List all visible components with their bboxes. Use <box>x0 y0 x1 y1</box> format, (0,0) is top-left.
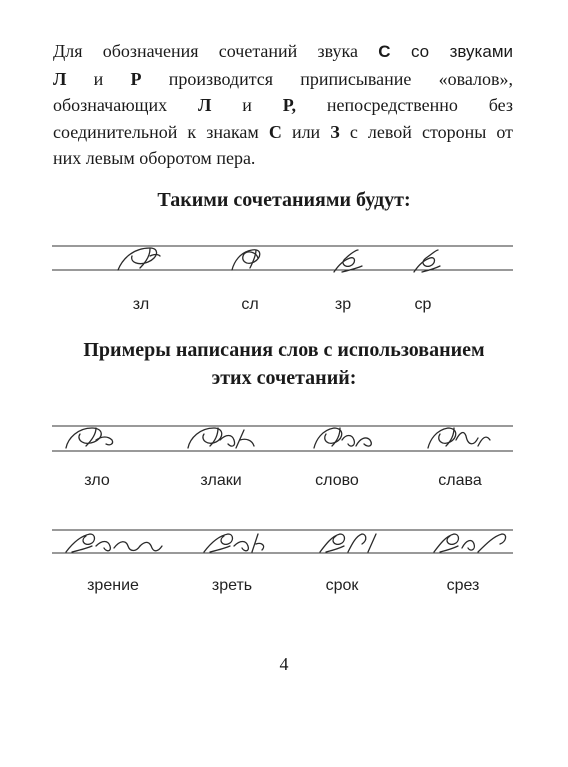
text-fragment: Для обозначения сочетаний звука <box>53 41 379 61</box>
shorthand-sign-zl <box>118 248 160 270</box>
paragraph-line-4 <box>53 119 513 146</box>
word-label-srok: срок <box>325 577 359 594</box>
shorthand-word-srez <box>434 534 506 552</box>
shorthand-word-zrenie <box>66 534 162 552</box>
letter-r: Р <box>130 68 142 89</box>
paragraph-line-1 <box>53 38 513 66</box>
section-heading-line-1: Примеры написания слов с использованием <box>83 339 485 361</box>
word-label-zret: зреть <box>211 577 253 594</box>
letter-s: С <box>378 42 391 61</box>
word-label-zlo: зло <box>84 472 110 489</box>
section-heading-line-2: этих сочетаний: <box>211 367 357 389</box>
text-fragment: и <box>66 68 131 89</box>
shorthand-word-zlo <box>66 428 113 448</box>
text-fragment: непосредственно без <box>295 95 513 115</box>
text-fragment: производится приписывание «овалов», <box>141 68 514 89</box>
combination-label-sr: ср <box>414 296 432 313</box>
letter-r: Р, <box>282 95 296 115</box>
word-label-zrenie: зрение <box>87 577 139 594</box>
page-number: 4 <box>279 654 289 674</box>
word-label-zlaki: злаки <box>200 472 242 489</box>
shorthand-word-slovo <box>314 428 371 448</box>
letter-s: С <box>268 121 282 142</box>
paragraph-line-5: них левым оборотом пера. <box>53 148 256 168</box>
combination-label-zl: зл <box>132 296 150 313</box>
word-label-slava: слава <box>438 472 482 489</box>
text-fragment: с левой стороны от <box>339 121 513 142</box>
shorthand-word-slava <box>428 428 490 448</box>
letter-z: З <box>330 121 340 142</box>
word-label-srez: срез <box>446 577 480 594</box>
shorthand-word-zlaki <box>188 428 254 448</box>
intro-paragraph <box>53 38 513 172</box>
word-label-slovo: слово <box>315 472 359 489</box>
paragraph-line-3 <box>53 92 513 119</box>
section-heading-examples <box>0 336 568 392</box>
combination-label-sl: сл <box>241 296 259 313</box>
paragraph-line-2 <box>53 66 513 93</box>
text-fragment: обозначающих <box>53 95 198 115</box>
shorthand-word-srok <box>320 534 376 552</box>
section-heading-combinations: Такими сочетаниями будут: <box>157 189 411 211</box>
text-fragment: и <box>211 95 283 115</box>
combination-label-zr: зр <box>334 296 352 313</box>
text-fragment: соединительной к знакам <box>53 121 269 142</box>
shorthand-sign-zr <box>334 250 362 272</box>
letter-l: Л <box>53 68 67 89</box>
text-fragment: или <box>281 121 331 142</box>
text-fragment: со звуками <box>390 42 513 61</box>
shorthand-sign-sr <box>414 250 440 272</box>
shorthand-word-zret <box>204 534 264 552</box>
shorthand-sign-sl <box>232 250 260 270</box>
letter-l: Л <box>198 95 212 115</box>
